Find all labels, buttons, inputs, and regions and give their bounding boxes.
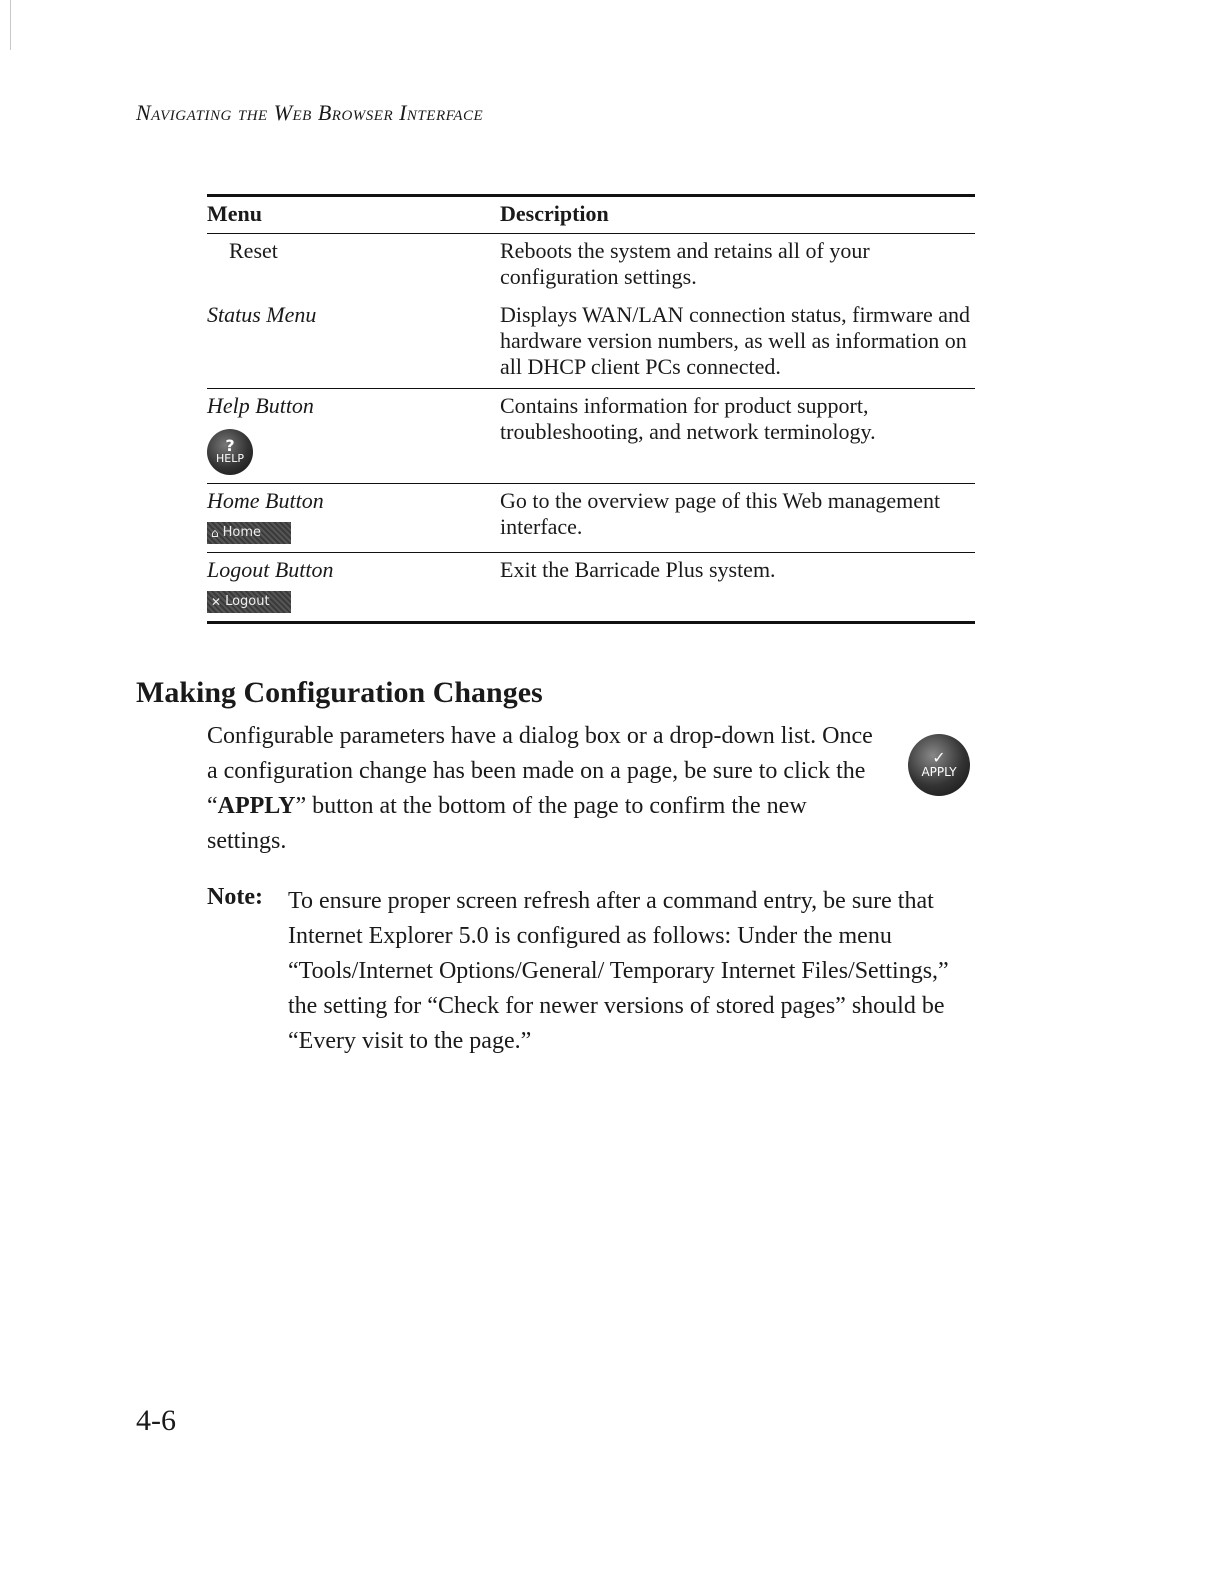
- section-body: [207, 719, 887, 859]
- home-button-label: Home: [222, 525, 262, 540]
- description-column-header: Description: [500, 196, 975, 234]
- logout-button-image: [207, 591, 291, 613]
- menu-column-header: Menu: [207, 196, 500, 234]
- table-row-reset: [207, 234, 975, 299]
- menu-name-reset: Reset: [229, 238, 278, 263]
- section-body-before: Configurable parameters have a dialog box or a drop-down list. Once a configuration change has been made on a page, be sure to click the “: [207, 723, 873, 819]
- note-label: Note:: [207, 884, 263, 910]
- scan-edge-line: [10, 0, 11, 50]
- table-header-row: [207, 196, 975, 234]
- description-logout-button: Exit the Barricade Plus system.: [500, 553, 975, 623]
- section-title: Making Configuration Changes: [136, 676, 543, 709]
- note-text: To ensure proper screen refresh after a command entry, be sure that Internet Explorer 5.0 is configured as follows: Under the menu “Tools/Internet Options/General/ Temporary Internet Files/Settings,” the setting for “Check for newer versions of stored pages” should be “Every visit to the page.”: [288, 888, 949, 1054]
- help-question-glyph: ?: [225, 436, 235, 455]
- logout-button-label: Logout: [225, 594, 270, 609]
- table-row-home-button: [207, 484, 975, 553]
- description-home-button: Go to the overview page of this Web management interface.: [500, 484, 975, 553]
- menu-cell-logout: [207, 553, 500, 623]
- home-icon: ⌂: [211, 526, 219, 540]
- description-help-button: Contains information for product support, troubleshooting, and network terminology.: [500, 389, 975, 484]
- apply-icon: [908, 734, 970, 796]
- menu-name-help-button: Help Button: [207, 393, 314, 418]
- apply-icon-label: APPLY: [921, 765, 957, 779]
- table-row-logout-button: [207, 553, 975, 623]
- help-icon: [207, 429, 253, 475]
- page-number: 4-6: [136, 1404, 176, 1437]
- table-row-help-button: [207, 389, 975, 484]
- help-icon-label: HELP: [216, 452, 244, 465]
- menu-description-table: [207, 194, 975, 624]
- running-head: Navigating the Web Browser Interface: [136, 100, 484, 125]
- table-row-status-menu: [207, 298, 975, 389]
- menu-name-logout-button: Logout Button: [207, 557, 334, 582]
- apply-check-glyph: ✓: [932, 748, 946, 767]
- section-body-after: ” button at the bottom of the page to confirm the new settings.: [207, 793, 807, 854]
- menu-name-home-button: Home Button: [207, 488, 324, 513]
- description-status-menu: Displays WAN/LAN connection status, firmware and hardware version numbers, as well as information on all DHCP client PCs connected.: [500, 298, 975, 389]
- logout-icon: ✕: [211, 595, 222, 609]
- menu-cell-home: [207, 484, 500, 553]
- menu-cell-help: [207, 389, 500, 484]
- home-button-image: [207, 522, 291, 544]
- menu-name-status-menu: Status Menu: [207, 298, 500, 389]
- description-reset: Reboots the system and retains all of your configuration settings.: [500, 238, 870, 289]
- apply-keyword: APPLY: [217, 793, 296, 819]
